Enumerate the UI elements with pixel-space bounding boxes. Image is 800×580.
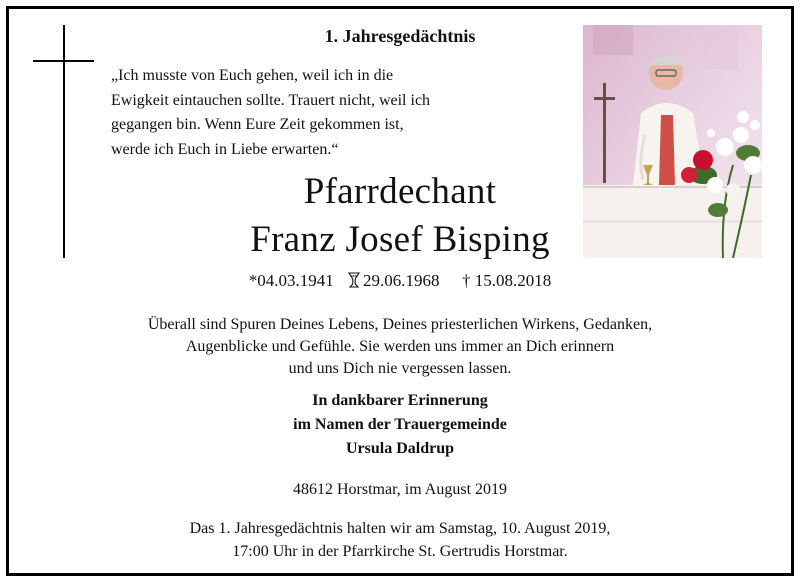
- quote-line: Ewigkeit eintauchen sollte. Trauert nicht, weil ich: [111, 91, 431, 109]
- ordination-date: 29.06.1968: [363, 271, 440, 290]
- memorial-heading: 1. Jahresgedächtnis: [324, 26, 476, 46]
- quote-line: werde ich Euch in Liebe erwarten.“: [111, 140, 339, 158]
- remembrance-text: [60, 314, 740, 380]
- quote-line: gegangen bin. Wenn Eure Zeit gekommen ist,: [111, 116, 404, 133]
- service-line: Das 1. Jahresgedächtnis halten wir am Samstag, 10. August 2019,: [189, 520, 611, 537]
- priest-photo: [583, 25, 762, 258]
- death-date: † 15.08.2018: [462, 271, 552, 290]
- deceased-full-name: Franz Josef Bisping: [250, 219, 550, 260]
- memorial-quote: [111, 64, 511, 162]
- birth-date: *04.03.1941: [248, 271, 334, 290]
- signature-block: [60, 389, 740, 437]
- remembrance-line: Überall sind Spuren Deines Lebens, Deines priesterlichen Wirkens, Gedanken,: [147, 316, 653, 333]
- service-line: 17:00 Uhr in der Pfarrkirche St. Gertrudis Horstmar.: [232, 543, 568, 560]
- signature-line: In dankbarer Erinnerung: [312, 392, 488, 409]
- place-date: 48612 Horstmar, im August 2019: [292, 481, 508, 498]
- quote-line: „Ich musste von Euch gehen, weil ich in die: [111, 67, 394, 84]
- life-dates: [160, 271, 640, 291]
- cross-icon-bar: [33, 60, 94, 62]
- chalice-icon: [348, 271, 360, 291]
- remembrance-line: und uns Dich nie vergessen lassen.: [288, 360, 512, 377]
- service-notice: [60, 517, 740, 563]
- signature-line: im Namen der Trauergemeinde: [293, 416, 507, 433]
- remembrance-line: Augenblicke und Gefühle. Sie werden uns immer an Dich erinnern: [185, 338, 615, 355]
- signer-name: Ursula Daldrup: [345, 440, 455, 457]
- deceased-title: Pfarrdechant: [303, 171, 497, 212]
- deceased-name: [180, 168, 620, 264]
